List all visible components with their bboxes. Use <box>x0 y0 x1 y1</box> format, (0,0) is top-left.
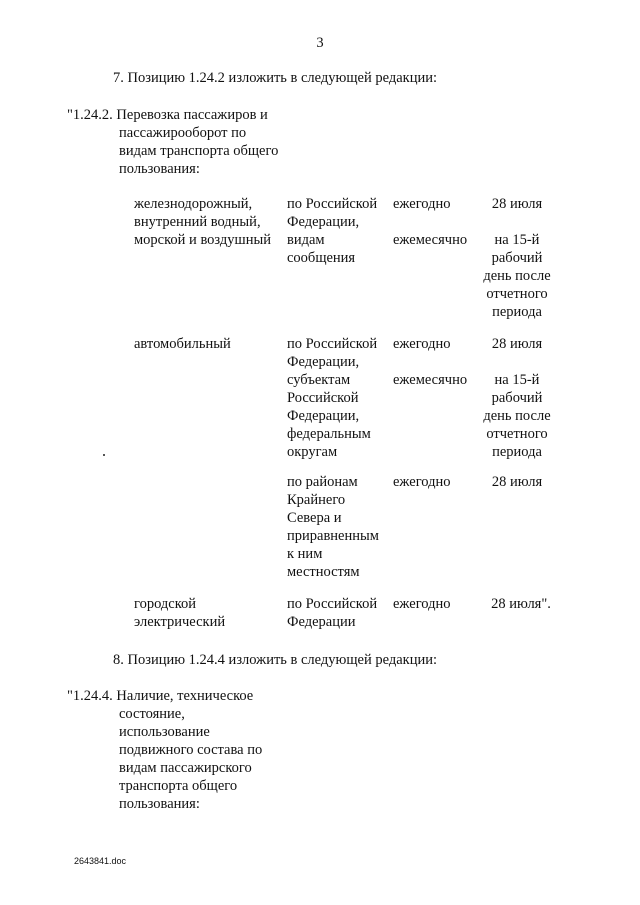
transport-cell: автомобильный <box>134 336 231 352</box>
position-1-24-2-line: видам транспорта общего <box>119 143 279 159</box>
deadline-cell: 28 июля <box>491 336 543 352</box>
position-1-24-4-line: использование <box>119 724 210 740</box>
breakdown-cell: по Российской <box>287 336 378 352</box>
breakdown-cell: по Российской <box>287 596 378 612</box>
periodicity-cell: ежегодно <box>393 596 451 612</box>
breakdown-cell: приравненным <box>287 528 379 544</box>
transport-cell: железнодорожный, <box>134 196 253 212</box>
breakdown-cell: к ним <box>287 546 323 562</box>
breakdown-cell: федеральным <box>287 426 371 442</box>
item7-heading: 7. Позицию 1.24.2 изложить в следующей редакции: <box>113 70 438 86</box>
breakdown-cell: субъектам <box>287 372 351 388</box>
deadline-cell: периода <box>492 304 542 320</box>
deadline-cell: день после <box>483 268 551 284</box>
scan-speck <box>103 454 105 456</box>
footer-filename: 2643841.doc <box>74 856 127 866</box>
deadline-cell: 28 июля". <box>491 596 551 612</box>
periodicity-cell: ежегодно <box>393 474 451 490</box>
breakdown-cell: Федерации <box>287 614 356 630</box>
position-1-24-2-line: пользования: <box>119 161 200 177</box>
transport-cell: внутренний водный, <box>134 214 261 230</box>
breakdown-cell: видам <box>287 232 325 248</box>
transport-cell: морской и воздушный <box>134 232 271 248</box>
deadline-cell: 28 июля <box>491 196 543 212</box>
position-1-24-2-line: пассажирооборот по <box>119 125 247 141</box>
breakdown-cell: округам <box>287 444 338 460</box>
deadline-cell: на 15-й <box>494 372 540 388</box>
periodicity-cell: ежемесячно <box>393 232 468 248</box>
position-1-24-4-line: транспорта общего <box>119 778 238 794</box>
deadline-cell: периода <box>492 444 542 460</box>
deadline-cell: рабочий <box>491 390 543 406</box>
breakdown-cell: Федерации, <box>287 354 360 370</box>
item8-heading: 8. Позицию 1.24.4 изложить в следующей редакции: <box>113 652 438 668</box>
periodicity-cell: ежемесячно <box>393 372 468 388</box>
position-1-24-4-line: "1.24.4. Наличие, техническое <box>67 688 254 704</box>
position-1-24-4-line: подвижного состава по <box>119 742 263 758</box>
breakdown-cell: Севера и <box>287 510 342 526</box>
position-1-24-2-line: "1.24.2. Перевозка пассажиров и <box>67 107 268 123</box>
breakdown-cell: по Российской <box>287 196 378 212</box>
position-1-24-4-line: состояние, <box>119 706 185 722</box>
breakdown-cell: по районам <box>287 474 358 490</box>
breakdown-cell: сообщения <box>287 250 356 266</box>
deadline-cell: отчетного <box>486 426 548 442</box>
transport-cell: электрический <box>134 614 226 630</box>
breakdown-cell: Федерации, <box>287 408 360 424</box>
transport-cell: городской <box>134 596 197 612</box>
page-number: 3 <box>316 35 324 51</box>
breakdown-cell: Федерации, <box>287 214 360 230</box>
deadline-cell: рабочий <box>491 250 543 266</box>
deadline-cell: день после <box>483 408 551 424</box>
periodicity-cell: ежегодно <box>393 196 451 212</box>
breakdown-cell: местностям <box>287 564 360 580</box>
breakdown-cell: Крайнего <box>287 492 346 508</box>
deadline-cell: на 15-й <box>494 232 540 248</box>
deadline-cell: отчетного <box>486 286 548 302</box>
position-1-24-4-line: пользования: <box>119 796 200 812</box>
position-1-24-4-line: видам пассажирского <box>119 760 252 776</box>
breakdown-cell: Российской <box>287 390 359 406</box>
deadline-cell: 28 июля <box>491 474 543 490</box>
periodicity-cell: ежегодно <box>393 336 451 352</box>
